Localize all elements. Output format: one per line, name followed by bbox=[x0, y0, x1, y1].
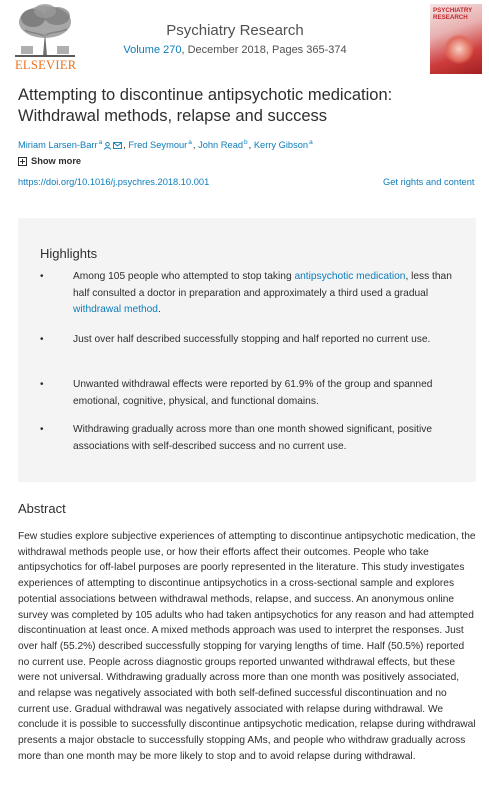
author-link[interactable]: John Read bbox=[198, 140, 244, 151]
plus-box-icon bbox=[18, 157, 27, 166]
issue-info bbox=[120, 44, 350, 57]
topic-link[interactable]: antipsychotic medication bbox=[294, 271, 406, 282]
author-affiliation-sup[interactable]: a bbox=[309, 139, 313, 146]
author-link[interactable]: Fred Seymour bbox=[128, 140, 188, 151]
topic-link[interactable]: withdrawal method bbox=[73, 304, 158, 315]
cover-artwork bbox=[444, 34, 474, 64]
journal-info bbox=[120, 22, 350, 57]
author-link[interactable]: Miriam Larsen-Barr bbox=[18, 140, 98, 151]
bullet: • bbox=[40, 424, 44, 435]
highlight-item bbox=[40, 269, 460, 321]
author-list: Miriam Larsen-Barr$^a$ , Fred Seymour$^a$, John Read$^b$, Kerry Gibson$^a$ bbox=[18, 139, 313, 151]
highlight-item bbox=[40, 332, 460, 366]
highlights-heading: Highlights bbox=[40, 246, 98, 261]
bullet: • bbox=[40, 271, 44, 282]
publisher-wordmark: ELSEVIER bbox=[15, 58, 77, 72]
bullet: • bbox=[40, 379, 44, 390]
rights-link[interactable]: Get rights and content bbox=[383, 177, 475, 187]
cover-title: PSYCHIATRY RESEARCH bbox=[433, 7, 473, 21]
highlights-box bbox=[18, 218, 476, 482]
abstract-heading: Abstract bbox=[18, 501, 66, 516]
show-more-label: Show more bbox=[31, 156, 82, 166]
abstract-text: Few studies explore subjective experiences of attempting to discontinue antipsychotic medication, the withdrawal methods people use, or how their efforts affect their outcomes. People who take antipsychotics for off-label purposes are poorly represented in the literature. This study investigates experiences of attempting to discontinue antipsychotics in a cross-sectional sample and explores potential associations between withdrawal methods, relapse, and success. An anonymous online survey was completed by 105 adults who had taken antipsychotics for any reason and had attempted discontinuation at least once. A mixed methods approach was used to interpret the responses. Just over half (55.2%) described successfully stopping for varying lengths of time. Half (50.5%) reported no current use. People across diagnostic groups reported unwanted withdrawal effects, but these were not universal. Withdrawing gradually across more than one month was positively associated, and relapse was negatively associated with both self-defined successful discontinuation and no current use. Gradual withdrawal was negatively associated with relapse during withdrawal. We conclude it is possible to successfully discontinue antipsychotic medication, relapse during withdrawal presents a major obstacle to successfully stopping AMs, and people who withdraw gradually across more than one month may be more likely to stop and to avoid relapse during withdrawal. bbox=[18, 531, 476, 762]
show-more-button[interactable] bbox=[18, 156, 81, 166]
journal-title-link[interactable]: Psychiatry Research bbox=[166, 22, 304, 39]
bullet: • bbox=[40, 334, 44, 345]
issue-details: , December 2018, Pages 365-374 bbox=[181, 44, 347, 56]
envelope-icon[interactable] bbox=[113, 142, 122, 149]
author-affiliation-sup[interactable]: b bbox=[244, 139, 248, 146]
author-link[interactable]: Kerry Gibson bbox=[253, 140, 309, 151]
highlight-text: Unwanted withdrawal effects were reported by 61.9% of the group and spanned emotional, cognitive, physical, and functional domains. bbox=[73, 379, 433, 407]
highlight-text: Among 105 people who attempted to stop taking antipsychotic medication, less than half consulted a doctor in preparation and approximately a third used a gradual withdrawal method. bbox=[73, 271, 452, 315]
article-title: Attempting to discontinue antipsychotic medication: Withdrawal methods, relapse and success bbox=[18, 86, 393, 125]
highlight-text: Just over half described successfully stopping and half reported no current use. bbox=[73, 334, 431, 345]
author-affiliation-sup[interactable]: a bbox=[188, 139, 192, 146]
highlight-text: Withdrawing gradually across more than one month showed significant, positive associations with self-described success and no current use. bbox=[73, 424, 433, 452]
doi-link[interactable]: https://doi.org/10.1016/j.psychres.2018.10.001 bbox=[18, 177, 210, 187]
journal-header bbox=[0, 0, 489, 80]
elsevier-tree-icon bbox=[15, 2, 75, 58]
person-icon[interactable] bbox=[104, 142, 111, 150]
elsevier-logo[interactable] bbox=[15, 2, 75, 74]
highlight-item bbox=[40, 377, 460, 411]
volume-link[interactable]: Volume 270 bbox=[123, 44, 182, 56]
highlight-item bbox=[40, 422, 460, 456]
journal-cover-image[interactable] bbox=[430, 4, 482, 74]
author-affiliation-sup[interactable]: a bbox=[98, 139, 103, 146]
